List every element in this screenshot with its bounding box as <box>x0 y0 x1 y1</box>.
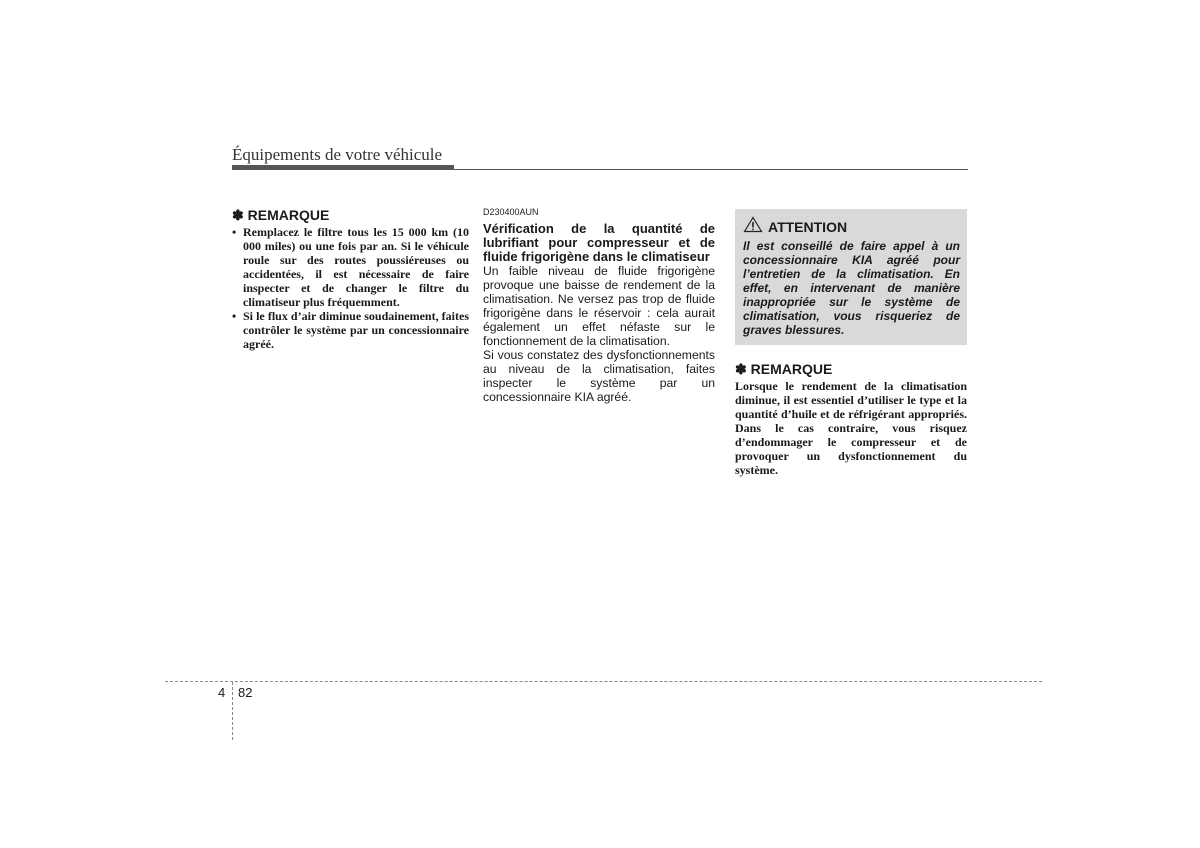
attention-header <box>743 216 960 238</box>
left-note-list <box>232 225 469 351</box>
middle-column <box>483 207 715 404</box>
footer-vertical-dashed-rule <box>232 682 233 740</box>
attention-title: ATTENTION <box>768 219 848 235</box>
attention-text: Il est conseillé de faire appel à un concessionnaire KIA agréé pour l’entretien de la climatisation. En effet, en intervenant de manière inappropriée sur le système de climatisation, vous risqueriez de graves blessures. <box>743 239 960 337</box>
warning-triangle-icon <box>743 216 763 238</box>
left-note-title: ✽ REMARQUE <box>232 207 330 223</box>
left-column <box>232 207 469 351</box>
right-note-text: Lorsque le rendement de la climatisation diminue, il est essentiel d’utiliser le type et la quantité d’huile et de réfrigérant appropriés. Dans le cas contraire, vous risquez d’endommager le compresseur et de provoquer un dysfonctionnement du système. <box>735 379 967 477</box>
section-paragraph-1: Un faible niveau de fluide frigorigène provoque une baisse de rendement de la climatisation. Ne versez pas trop de fluide frigorigène dans le réservoir : cela aurait également un effet néfaste sur le fonctionnement de la climatisation. <box>483 264 715 348</box>
page-header-title: Équipements de votre véhicule <box>232 145 443 164</box>
section-code: D230400AUN <box>483 207 539 217</box>
attention-box <box>735 209 967 345</box>
left-note-item-1: • Remplacez le filtre tous les 15 000 km (10 000 miles) ou une fois par an. Si le véhicule roule sur des routes poussiéreuses ou accidentées, il est nécessaire de faire inspecter et de changer le filtre du climatiseur plus fréquemment. <box>232 225 469 309</box>
page-number: 82 <box>238 685 253 700</box>
footer-dashed-rule <box>165 681 1042 682</box>
section-heading: Vérification de la quantité de lubrifiant pour compresseur et de fluide frigorigène dans le climatiseur <box>483 221 715 264</box>
section-paragraph-2: Si vous constatez des dysfonctionnements au niveau de la climatisation, faites inspecter le système par un concessionnaire KIA agréé. <box>483 348 715 404</box>
right-note <box>735 361 967 477</box>
header-rule-thin <box>232 169 968 170</box>
right-column <box>735 209 967 477</box>
chapter-number: 4 <box>218 685 226 700</box>
right-note-title: ✽ REMARQUE <box>735 361 833 377</box>
left-note-item-2: • Si le flux d’air diminue soudainement, faites contrôler le système par un concessionnaire agréé. <box>232 309 469 351</box>
